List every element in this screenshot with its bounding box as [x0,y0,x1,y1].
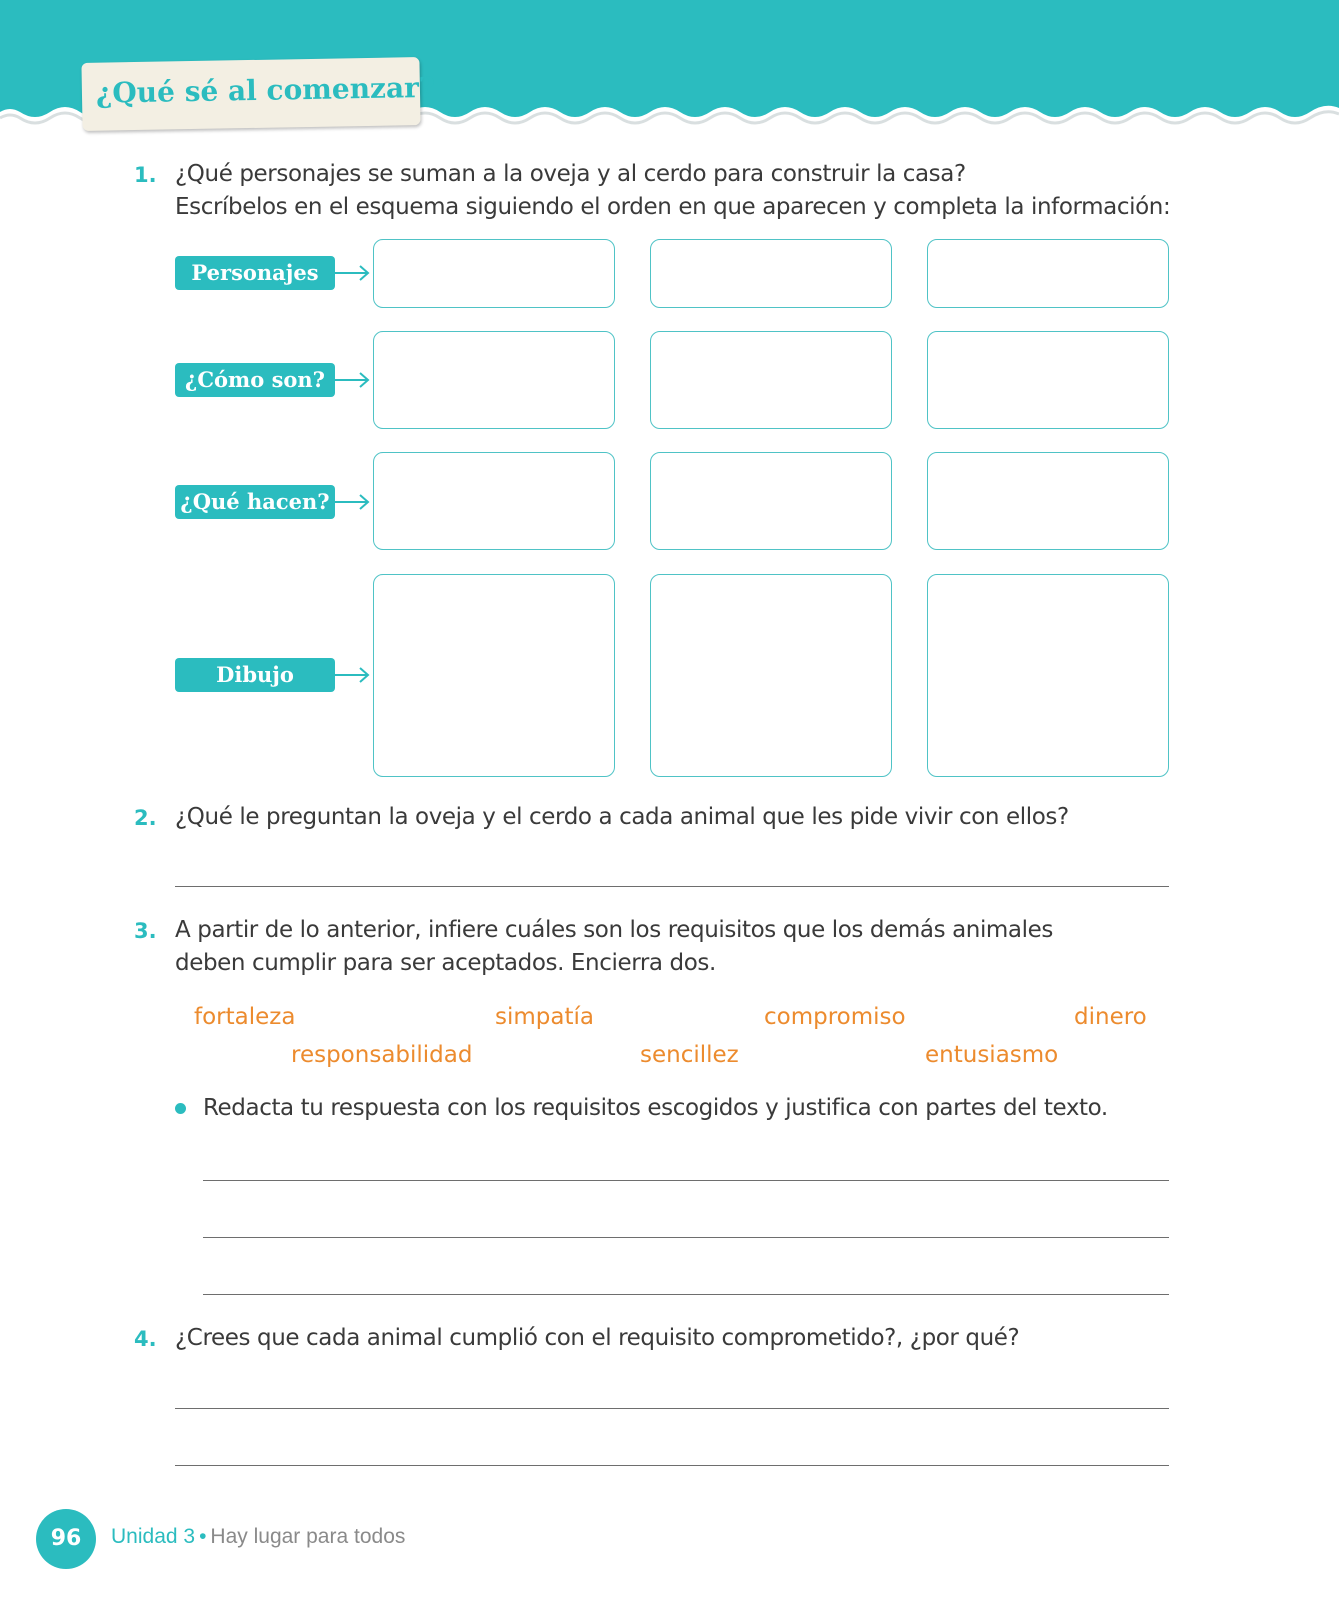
answer-box-personaje-3[interactable] [927,239,1169,308]
answer-box-como-son-3[interactable] [927,331,1169,429]
answer-box-como-son-2[interactable] [650,331,892,429]
word-option[interactable]: responsabilidad [291,1042,473,1068]
footer-unit: Unidad 3 [111,1525,196,1548]
section-title: ¿Qué sé al comenzar? [95,70,436,110]
page-number: 96 [36,1509,96,1569]
answer-box-personaje-2[interactable] [650,239,892,308]
answer-line-q3[interactable] [203,1294,1169,1295]
question-3-line-1: A partir de lo anterior, infiere cuáles son los requisitos que los demás animales [175,917,1053,943]
word-option[interactable]: fortaleza [194,1004,296,1030]
answer-line-q4[interactable] [175,1465,1169,1466]
drawing-box-1[interactable] [373,574,615,777]
arrow-right-icon [335,370,371,390]
question-3-line-2: deben cumplir para ser aceptados. Encierra dos. [175,950,716,976]
answer-box-como-son-1[interactable] [373,331,615,429]
question-4-number: 4. [134,1327,157,1351]
arrow-right-icon [335,492,371,512]
footer-text [111,1525,405,1549]
question-3-bullet-text: Redacta tu respuesta con los requisitos escogidos y justifica con partes del texto. [203,1095,1108,1121]
question-1-line-1: ¿Qué personajes se suman a la oveja y al cerdo para construir la casa? [175,161,966,187]
question-2-number: 2. [134,806,157,830]
answer-box-que-hacen-3[interactable] [927,452,1169,550]
drawing-box-2[interactable] [650,574,892,777]
row-label-como-son: ¿Cómo son? [175,363,335,397]
footer-subtitle: Hay lugar para todos [210,1525,406,1548]
section-title-tab [81,57,436,131]
answer-line-q2[interactable] [175,886,1169,887]
arrow-right-icon [335,665,371,685]
answer-box-personaje-1[interactable] [373,239,615,308]
row-label-dibujo: Dibujo [175,658,335,692]
word-option[interactable]: compromiso [764,1004,906,1030]
answer-line-q3[interactable] [203,1237,1169,1238]
answer-line-q4[interactable] [175,1408,1169,1409]
question-4-text: ¿Crees que cada animal cumplió con el requisito comprometido?, ¿por qué? [175,1325,1020,1351]
word-option[interactable]: simpatía [495,1004,594,1030]
question-2-text: ¿Qué le preguntan la oveja y el cerdo a cada animal que les pide vivir con ellos? [175,804,1069,830]
bullet-icon [175,1103,186,1114]
answer-box-que-hacen-2[interactable] [650,452,892,550]
arrow-right-icon [335,263,371,283]
drawing-box-3[interactable] [927,574,1169,777]
question-1-number: 1. [134,163,157,187]
answer-box-que-hacen-1[interactable] [373,452,615,550]
word-option[interactable]: entusiasmo [925,1042,1059,1068]
answer-line-q3[interactable] [203,1180,1169,1181]
word-option[interactable]: sencillez [640,1042,739,1068]
row-label-que-hacen: ¿Qué hacen? [175,485,335,519]
word-option[interactable]: dinero [1074,1004,1147,1030]
row-label-personajes: Personajes [175,256,335,290]
footer-separator: • [199,1525,207,1548]
question-1-line-2: Escríbelos en el esquema siguiendo el orden en que aparecen y completa la información: [175,194,1171,220]
question-3-number: 3. [134,919,157,943]
